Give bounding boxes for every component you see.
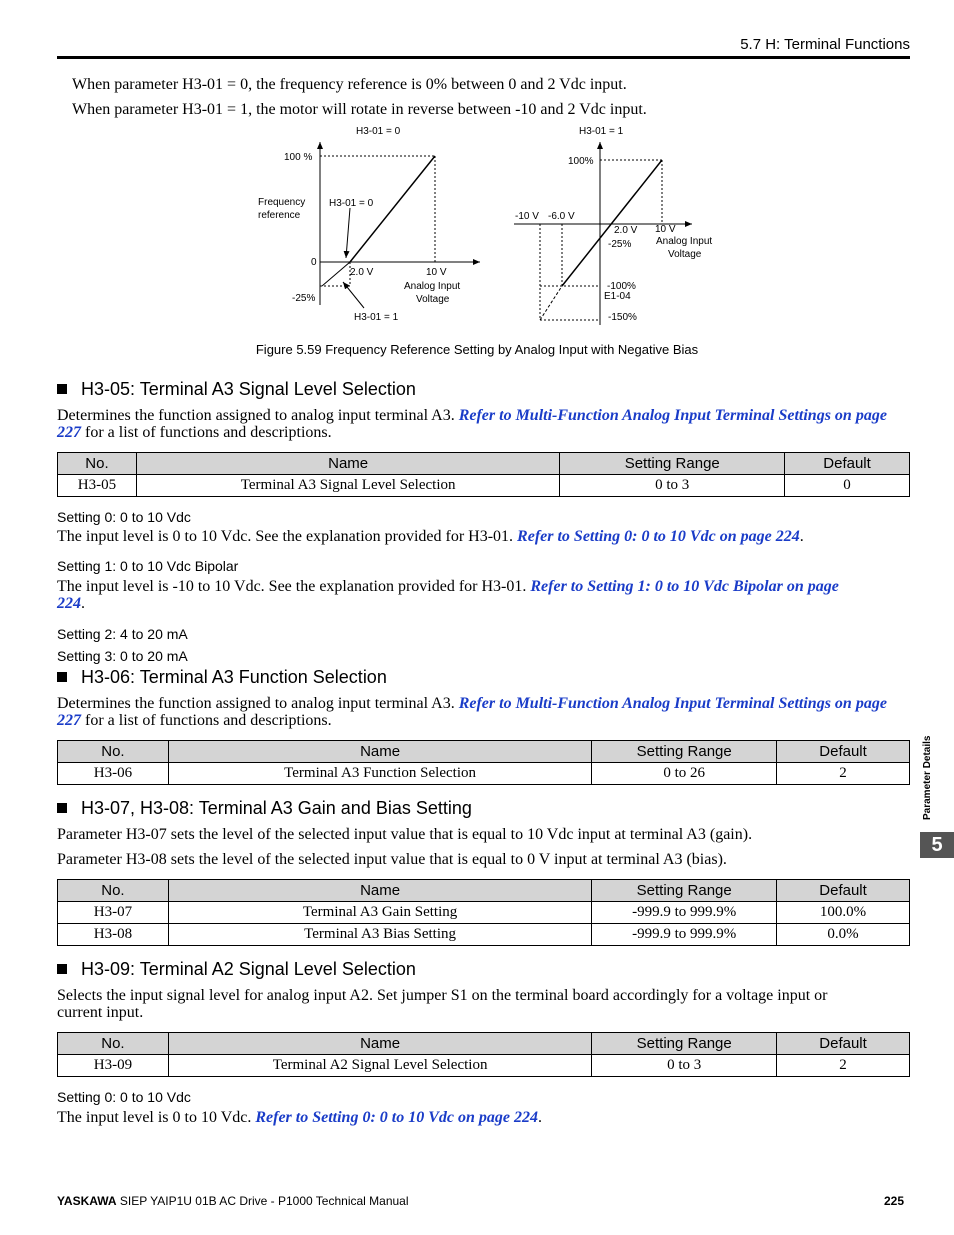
- footer-brand: YASKAWA: [57, 1194, 117, 1208]
- right-yneg100-label: -100%: [607, 281, 636, 292]
- cell-no: H3-07: [58, 902, 169, 924]
- cell-default: 2: [777, 763, 910, 785]
- right-xneg6-label: -6.0 V: [548, 211, 575, 222]
- side-tab-label: Parameter Details: [922, 735, 933, 820]
- table-row: [58, 924, 910, 946]
- bullet-square: [57, 672, 67, 682]
- setting-0-text: The input level is 0 to 10 Vdc. See the explanation provided for H3-01. Refer to Setting 0: 0 to 10 Vdc on page 224.: [57, 528, 804, 545]
- h3-06-ref-link[interactable]: Refer to Multi-Function Analog Input Terminal Settings on page 227: [57, 695, 887, 729]
- h3-09-setting-0-title: Setting 0: 0 to 10 Vdc: [57, 1089, 191, 1105]
- left-y0-label: 0: [311, 257, 317, 268]
- cell-default: 0: [785, 475, 910, 497]
- left-x10-label: 10 V: [426, 267, 447, 278]
- setting-1-link[interactable]: Refer to Setting 1: 0 to 10 Vdc Bipolar on page: [530, 578, 839, 595]
- chapter-tab: 5: [920, 832, 954, 858]
- cell-no: H3-08: [58, 924, 169, 946]
- col-name: Name: [168, 741, 591, 763]
- col-name: Name: [136, 453, 559, 475]
- setting-2-title: Setting 2: 4 to 20 mA: [57, 626, 188, 642]
- h3-05-title: H3-05: Terminal A3 Signal Level Selection: [81, 379, 416, 399]
- cell-default: 100.0%: [777, 902, 910, 924]
- h3-05-table: [57, 452, 910, 497]
- cell-range: 0 to 26: [592, 763, 777, 785]
- h3-09-setting-0-text: The input level is 0 to 10 Vdc. Refer to Setting 0: 0 to 10 Vdc on page 224.: [57, 1109, 542, 1126]
- table-row: [58, 902, 910, 924]
- h3-07-heading: [57, 798, 472, 819]
- cell-range: -999.9 to 999.9%: [592, 924, 777, 946]
- setting-0-desc: The input level is 0 to 10 Vdc. See the explanation provided for H3-01.: [57, 528, 518, 545]
- right-h3-01-1-line: [562, 160, 662, 286]
- right-xlabel-1: Analog Input: [656, 236, 713, 247]
- h3-05-ref-link[interactable]: Refer to Multi-Function Analog Input Terminal Settings on page 227: [57, 407, 887, 441]
- col-name: Name: [168, 880, 591, 902]
- cell-name: Terminal A2 Signal Level Selection: [168, 1055, 591, 1077]
- left-h3-01-0-line: [350, 156, 435, 262]
- h3-06-title: H3-06: Terminal A3 Function Selection: [81, 667, 387, 687]
- setting-0-title: Setting 0: 0 to 10 Vdc: [57, 509, 191, 525]
- left-bottom-label: H3-01 = 1: [354, 312, 399, 323]
- cell-no: H3-06: [58, 763, 169, 785]
- h3-09-title: H3-09: Terminal A2 Signal Level Selection: [81, 959, 416, 979]
- table-header-row: [58, 880, 910, 902]
- setting-1-link-page[interactable]: 224: [57, 595, 81, 612]
- h3-07-title: H3-07, H3-08: Terminal A3 Gain and Bias Setting: [81, 798, 472, 818]
- table-row: [58, 1055, 910, 1077]
- setting-1-desc: The input level is -10 to 10 Vdc. See the explanation provided for H3-01.: [57, 578, 531, 595]
- h3-07-paragraph-1: Parameter H3-07 sets the level of the selected input value that is equal to 10 Vdc input at terminal A3 (gain).: [57, 826, 753, 843]
- col-range: Setting Range: [592, 880, 777, 902]
- left-xlabel-1: Analog Input: [404, 281, 461, 292]
- setting-1-title: Setting 1: 0 to 10 Vdc Bipolar: [57, 558, 239, 574]
- left-line-label: H3-01 = 0: [329, 198, 374, 209]
- col-range: Setting Range: [560, 453, 785, 475]
- left-x2-label: 2.0 V: [350, 267, 374, 278]
- setting-1-text: The input level is -10 to 10 Vdc. See the explanation provided for H3-01. Refer to Setting 1: 0 to 10 Vdc Bipolar on page 224.: [57, 578, 839, 612]
- table-row: [58, 763, 910, 785]
- left-label-arrow-top: [346, 208, 350, 258]
- right-xlabel-2: Voltage: [668, 249, 702, 260]
- right-y100-label: 100%: [568, 156, 594, 167]
- footer-manual-title: SIEP YAIP1U 01B AC Drive - P1000 Technical Manual: [116, 1194, 409, 1208]
- left-ylabel-2: reference: [258, 210, 301, 221]
- col-default: Default: [777, 741, 910, 763]
- col-range: Setting Range: [592, 1033, 777, 1055]
- desc-text: Determines the function assigned to analog input terminal A3.: [57, 695, 459, 712]
- cell-default: 0.0%: [777, 924, 910, 946]
- desc-text-end: for a list of functions and descriptions.: [81, 424, 332, 441]
- intro-line-2: When parameter H3-01 = 1, the motor will rotate in reverse between -10 and 2 Vdc input.: [72, 101, 647, 118]
- h3-09-heading: [57, 959, 416, 980]
- cell-name: Terminal A3 Gain Setting: [168, 902, 591, 924]
- right-yneg25-label: -25%: [608, 239, 632, 250]
- h3-05-description: [57, 407, 910, 441]
- table-header-row: [58, 741, 910, 763]
- left-xlabel-2: Voltage: [416, 294, 450, 305]
- bullet-square: [57, 964, 67, 974]
- left-h3-01-1-line: [322, 262, 350, 286]
- bullet-square: [57, 803, 67, 813]
- footer-manual: [57, 1194, 409, 1208]
- left-ylabel-1: Frequency: [258, 197, 306, 208]
- h3-06-heading: [57, 667, 387, 688]
- h3-06-table: [57, 740, 910, 785]
- h3-07-paragraph-2: Parameter H3-08 sets the level of the selected input value that is equal to 0 V input at terminal A3 (bias).: [57, 851, 727, 868]
- figure-caption: Figure 5.59 Frequency Reference Setting by Analog Input with Negative Bias: [255, 342, 699, 357]
- right-extension-line: [540, 286, 562, 320]
- col-no: No.: [58, 741, 169, 763]
- cell-name: Terminal A3 Function Selection: [168, 763, 591, 785]
- h3-09-setting-0-link[interactable]: Refer to Setting 0: 0 to 10 Vdc on page 224: [255, 1109, 538, 1126]
- setting-3-title: Setting 3: 0 to 20 mA: [57, 648, 188, 664]
- table-header-row: [58, 453, 910, 475]
- right-e104-label: E1-04: [604, 291, 631, 302]
- right-x10-label: 10 V: [655, 224, 676, 235]
- left-label-arrow-bottom: [343, 282, 364, 308]
- left-y100-label: 100 %: [284, 152, 313, 163]
- col-default: Default: [777, 880, 910, 902]
- frequency-reference-figure: [0, 0, 954, 340]
- cell-no: H3-05: [58, 475, 137, 497]
- table-row: [58, 475, 910, 497]
- page-number: 225: [884, 1194, 905, 1208]
- bullet-square: [57, 384, 67, 394]
- h3-07-table: [57, 879, 910, 946]
- table-header-row: [58, 1033, 910, 1055]
- cell-range: 0 to 3: [560, 475, 785, 497]
- h3-09-description-1: Selects the input signal level for analog input A2. Set jumper S1 on the terminal board accordingly for a voltage input or: [57, 987, 828, 1004]
- left-yneg-label: -25%: [292, 293, 316, 304]
- cell-range: -999.9 to 999.9%: [592, 902, 777, 924]
- left-graph-title: H3-01 = 0: [356, 126, 401, 137]
- h3-09-description-2: current input.: [57, 1004, 144, 1021]
- desc-text-end: for a list of functions and descriptions.: [81, 712, 332, 729]
- h3-06-description: [57, 695, 910, 729]
- cell-default: 2: [777, 1055, 910, 1077]
- section-title: 5.7 H: Terminal Functions: [740, 36, 910, 53]
- cell-name: Terminal A3 Bias Setting: [168, 924, 591, 946]
- col-no: No.: [58, 453, 137, 475]
- cell-no: H3-09: [58, 1055, 169, 1077]
- col-no: No.: [58, 880, 169, 902]
- desc-text: Determines the function assigned to analog input terminal A3.: [57, 407, 459, 424]
- col-range: Setting Range: [592, 741, 777, 763]
- col-default: Default: [785, 453, 910, 475]
- h3-09-table: [57, 1032, 910, 1077]
- setting-0-link[interactable]: Refer to Setting 0: 0 to 10 Vdc on page 224: [517, 528, 800, 545]
- col-name: Name: [168, 1033, 591, 1055]
- intro-line-1: When parameter H3-01 = 0, the frequency reference is 0% between 0 and 2 Vdc input.: [72, 76, 627, 93]
- cell-name: Terminal A3 Signal Level Selection: [136, 475, 559, 497]
- col-no: No.: [58, 1033, 169, 1055]
- col-default: Default: [777, 1033, 910, 1055]
- right-graph-title: H3-01 = 1: [579, 126, 624, 137]
- h3-05-heading: [57, 379, 416, 400]
- right-xneg10-label: -10 V: [515, 211, 539, 222]
- setting-0-desc: The input level is 0 to 10 Vdc.: [57, 1109, 256, 1126]
- cell-range: 0 to 3: [592, 1055, 777, 1077]
- right-yneg150-label: -150%: [608, 312, 637, 323]
- right-x2-label: 2.0 V: [614, 225, 638, 236]
